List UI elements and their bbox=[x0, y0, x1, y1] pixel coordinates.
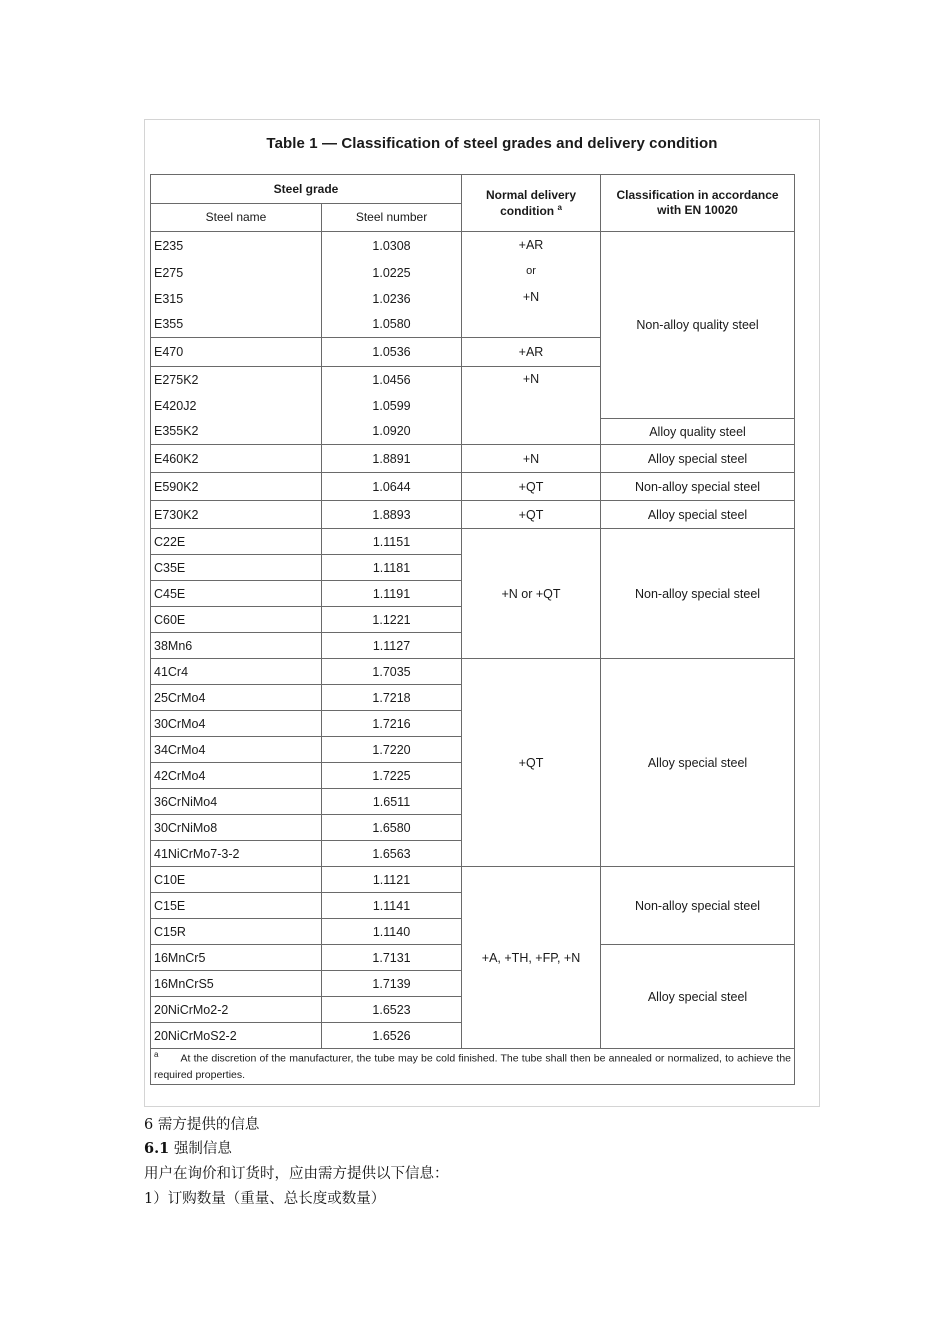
or-text: or bbox=[526, 265, 536, 277]
steel-number-cell: 1.7225 bbox=[322, 763, 462, 789]
steel-name-cell: E730K2 bbox=[151, 501, 322, 529]
steel-name-cell: C60E bbox=[151, 607, 322, 633]
table-row bbox=[151, 473, 795, 501]
delivery-condition-cell: +QT bbox=[462, 501, 601, 529]
delivery-value: +AR bbox=[518, 238, 544, 252]
table-row bbox=[151, 659, 795, 685]
table-row bbox=[151, 232, 795, 260]
delivery-condition-cell: +N bbox=[462, 445, 601, 473]
steel-name-cell: 20NiCrMo2-2 bbox=[151, 997, 322, 1023]
steel-name-cell: 34CrMo4 bbox=[151, 737, 322, 763]
table-row bbox=[151, 529, 795, 555]
delivery-condition-cell: +QT bbox=[462, 659, 601, 867]
header-steel-grade: Steel grade bbox=[151, 175, 462, 204]
steel-name-cell: E590K2 bbox=[151, 473, 322, 501]
section-heading: 6 需方提供的信息 bbox=[144, 1117, 260, 1133]
steel-number-cell: 1.1140 bbox=[322, 919, 462, 945]
steel-name-cell: C22E bbox=[151, 529, 322, 555]
footnote-mark: a bbox=[154, 1050, 159, 1059]
classification-cell: Non-alloy special steel bbox=[601, 529, 795, 659]
steel-name-cell: E355 bbox=[151, 312, 322, 338]
steel-name-cell: 38Mn6 bbox=[151, 633, 322, 659]
steel-number-cell: 1.7131 bbox=[322, 945, 462, 971]
steel-number-cell: 1.0225 bbox=[322, 260, 462, 286]
steel-number-cell: 1.7220 bbox=[322, 737, 462, 763]
steel-number-cell: 1.1121 bbox=[322, 867, 462, 893]
steel-number-cell: 1.7139 bbox=[322, 971, 462, 997]
steel-number-cell: 1.6563 bbox=[322, 841, 462, 867]
steel-number-cell: 1.0456 bbox=[322, 367, 462, 393]
delivery-condition-cell: +QT bbox=[462, 473, 601, 501]
delivery-condition-cell: +AR bbox=[462, 338, 601, 367]
classification-cell: Alloy special steel bbox=[601, 445, 795, 473]
paragraph: 用户在询价和订货时，应由需方提供以下信息： bbox=[144, 1166, 449, 1182]
steel-number-cell: 1.8893 bbox=[322, 501, 462, 529]
steel-name-cell: 42CrMo4 bbox=[151, 763, 322, 789]
steel-number-cell: 1.0236 bbox=[322, 286, 462, 312]
steel-name-cell: 30CrMo4 bbox=[151, 711, 322, 737]
steel-number-cell: 1.8891 bbox=[322, 445, 462, 473]
steel-name-cell: 25CrMo4 bbox=[151, 685, 322, 711]
delivery-condition-cell bbox=[462, 367, 601, 445]
steel-number-cell: 1.0536 bbox=[322, 338, 462, 367]
steel-number-cell: 1.1127 bbox=[322, 633, 462, 659]
steel-number-cell: 1.0644 bbox=[322, 473, 462, 501]
steel-name-cell: E315 bbox=[151, 286, 322, 312]
header-steel-name: Steel name bbox=[151, 204, 322, 232]
steel-name-cell: 30CrNiMo8 bbox=[151, 815, 322, 841]
steel-name-cell: 16MnCrS5 bbox=[151, 971, 322, 997]
steel-name-cell: E355K2 bbox=[151, 419, 322, 445]
steel-number-cell: 1.6523 bbox=[322, 997, 462, 1023]
table-row bbox=[151, 501, 795, 529]
classification-cell: Non-alloy quality steel bbox=[601, 232, 795, 419]
footnote-text: At the discretion of the manufacturer, the tube may be cold finished. The tube shall then be annealed or normalized, to achieve the required properties. bbox=[154, 1052, 792, 1082]
steel-name-cell: 36CrNiMo4 bbox=[151, 789, 322, 815]
steel-grades-table bbox=[150, 174, 795, 1085]
delivery-condition-cell: +A, +TH, +FP, +N bbox=[462, 867, 601, 1049]
header-delivery-condition: Normal delivery condition $^a$ bbox=[462, 175, 601, 232]
classification-cell: Non-alloy special steel bbox=[601, 867, 795, 945]
steel-name-cell: C10E bbox=[151, 867, 322, 893]
classification-cell: Non-alloy special steel bbox=[601, 473, 795, 501]
steel-name-cell: 41NiCrMo7-3-2 bbox=[151, 841, 322, 867]
header-classification: Classification in accordance with EN 10020 bbox=[601, 175, 795, 232]
delivery-value: +N bbox=[522, 372, 540, 386]
steel-number-cell: 1.6511 bbox=[322, 789, 462, 815]
steel-number-cell: 1.6580 bbox=[322, 815, 462, 841]
steel-name-cell: C15E bbox=[151, 893, 322, 919]
subsection-heading: 6.1 强制信息 bbox=[144, 1140, 232, 1157]
steel-number-cell: 1.0580 bbox=[322, 312, 462, 338]
table-row bbox=[151, 445, 795, 473]
steel-number-cell: 1.0920 bbox=[322, 419, 462, 445]
steel-name-cell: E235 bbox=[151, 232, 322, 260]
delivery-condition-cell bbox=[462, 232, 601, 338]
steel-name-cell: C15R bbox=[151, 919, 322, 945]
steel-number-cell: 1.0308 bbox=[322, 232, 462, 260]
classification-cell: Alloy special steel bbox=[601, 501, 795, 529]
steel-name-cell: E460K2 bbox=[151, 445, 322, 473]
delivery-condition-cell: +N or +QT bbox=[462, 529, 601, 659]
header-steel-number: Steel number bbox=[322, 204, 462, 232]
steel-number-cell: 1.1151 bbox=[322, 529, 462, 555]
footnote-cell bbox=[151, 1049, 795, 1085]
steel-name-cell: E420J2 bbox=[151, 393, 322, 419]
table-title: Table 1 — Classification of steel grades and delivery condition bbox=[266, 135, 718, 152]
list-item: 1）订购数量（重量、总长度或数量） bbox=[144, 1191, 386, 1207]
steel-number-cell: 1.0599 bbox=[322, 393, 462, 419]
steel-name-cell: C35E bbox=[151, 555, 322, 581]
steel-name-cell: E470 bbox=[151, 338, 322, 367]
steel-name-cell: E275K2 bbox=[151, 367, 322, 393]
steel-number-cell: 1.7035 bbox=[322, 659, 462, 685]
classification-cell: Alloy special steel bbox=[601, 659, 795, 867]
steel-number-cell: 1.1141 bbox=[322, 893, 462, 919]
steel-number-cell: 1.7216 bbox=[322, 711, 462, 737]
footnote-row bbox=[151, 1049, 795, 1085]
steel-name-cell: C45E bbox=[151, 581, 322, 607]
steel-name-cell: 16MnCr5 bbox=[151, 945, 322, 971]
table-row bbox=[151, 867, 795, 893]
steel-number-cell: 1.1181 bbox=[322, 555, 462, 581]
steel-name-cell: 20NiCrMoS2-2 bbox=[151, 1023, 322, 1049]
steel-number-cell: 1.1221 bbox=[322, 607, 462, 633]
classification-cell: Alloy special steel bbox=[601, 945, 795, 1049]
steel-name-cell: E275 bbox=[151, 260, 322, 286]
steel-number-cell: 1.7218 bbox=[322, 685, 462, 711]
delivery-value: +N bbox=[522, 290, 540, 304]
steel-number-cell: 1.6526 bbox=[322, 1023, 462, 1049]
steel-name-cell: 41Cr4 bbox=[151, 659, 322, 685]
steel-number-cell: 1.1191 bbox=[322, 581, 462, 607]
classification-cell: Alloy quality steel bbox=[601, 419, 795, 445]
